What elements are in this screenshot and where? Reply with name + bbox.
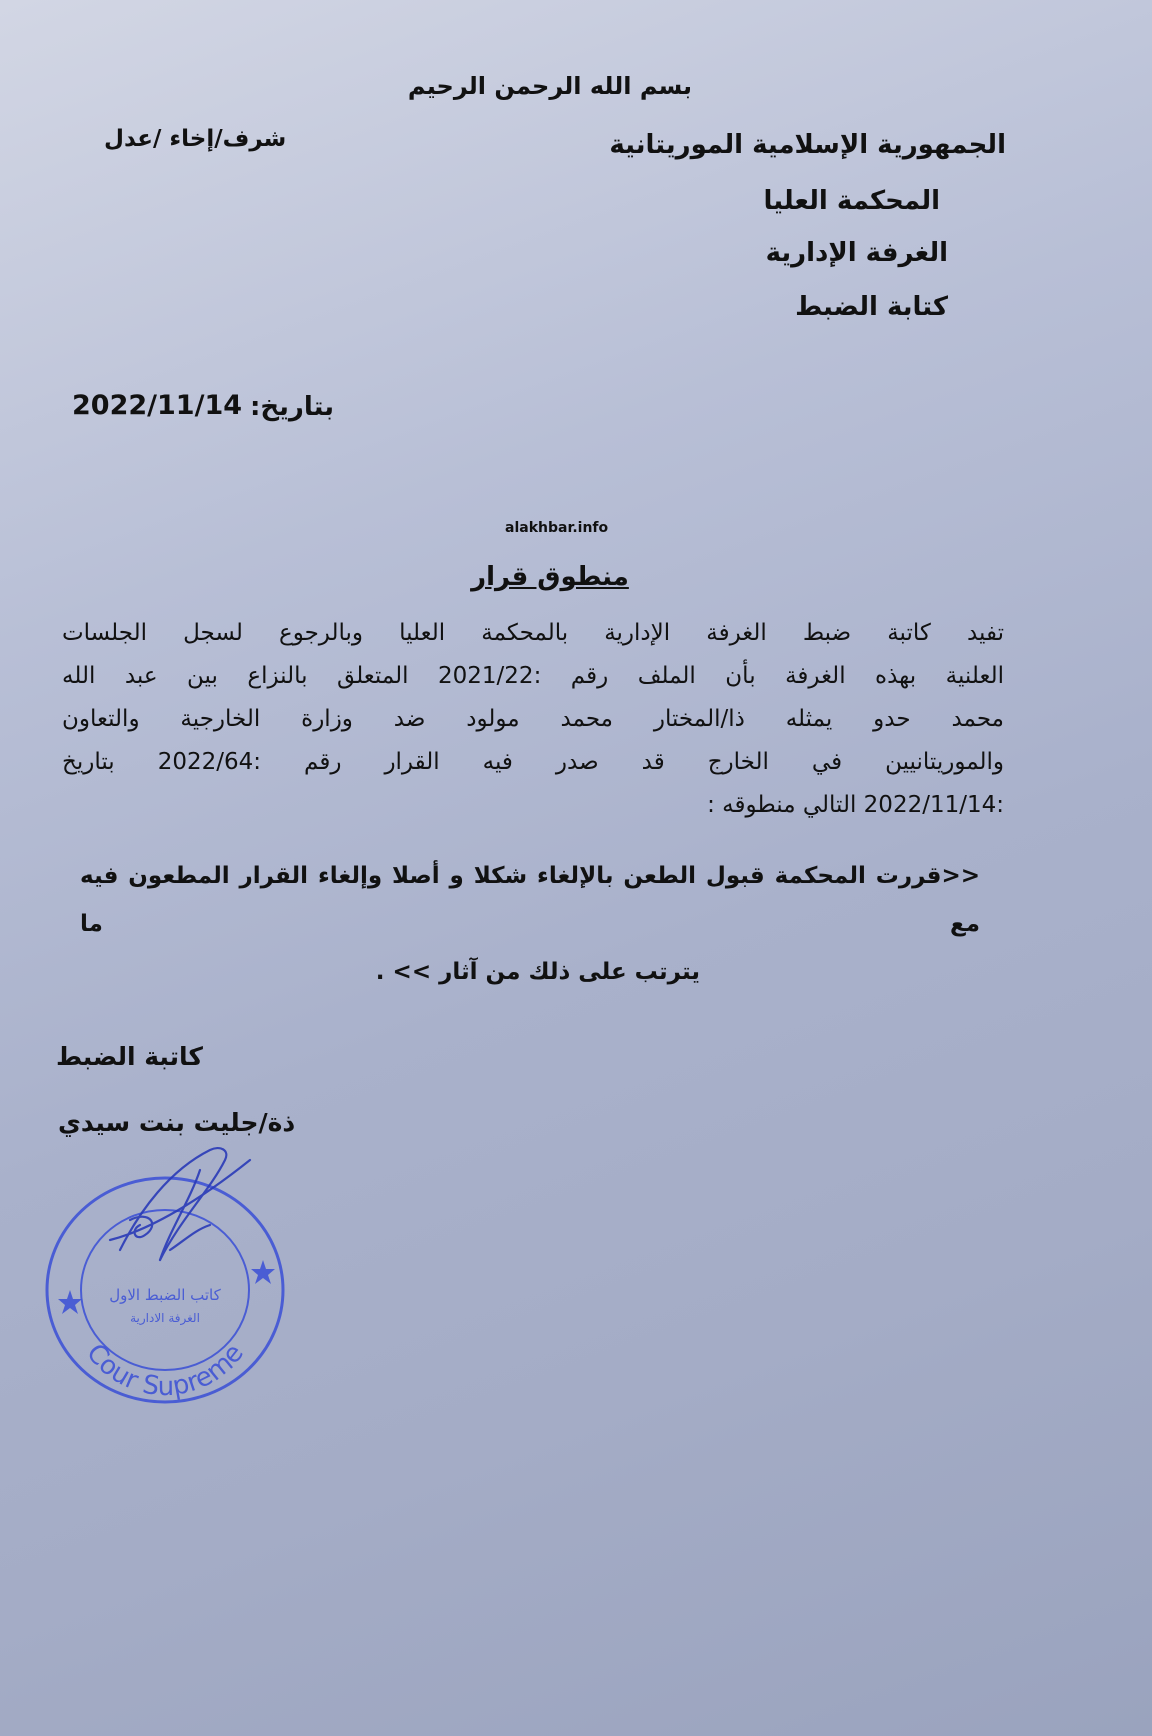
body-line: تفيد كاتبة ضبط الغرفة الإدارية بالمحكمة العليا وبالرجوع لسجل الجلسات bbox=[62, 620, 1004, 646]
signature-title: كاتبة الضبط bbox=[56, 1042, 203, 1071]
body-line: :2022/11/14 التالي منطوقه : bbox=[707, 792, 1004, 818]
ruling-line: <<قررت المحكمة قبول الطعن بالإلغاء شكلا و أصلا وإلغاء القرار المطعون فيه مع ما bbox=[80, 863, 980, 937]
ruling-text bbox=[80, 852, 980, 996]
decision-body bbox=[62, 612, 1004, 827]
basmala: بسم الله الرحمن الرحيم bbox=[407, 72, 693, 100]
chamber-heading: الغرفة الإدارية bbox=[765, 238, 948, 268]
stamp-text-top: كاتب الضبط الاول bbox=[109, 1286, 221, 1304]
ruling-line: يترتب على ذلك من آثار >> . bbox=[375, 959, 700, 985]
star-icon bbox=[58, 1290, 82, 1314]
date-value: 2022/11/14 bbox=[72, 390, 243, 421]
date-label: بتاريخ: bbox=[250, 392, 335, 422]
republic-heading: الجمهورية الإسلامية الموريتانية bbox=[609, 130, 1006, 160]
decision-title: منطوق قرار bbox=[471, 562, 629, 592]
handwritten-signature bbox=[100, 1130, 260, 1290]
court-heading: المحكمة العليا bbox=[763, 186, 940, 216]
watermark: alakhbar.info bbox=[505, 520, 609, 536]
body-line: والموريتانيين في الخارج قد صدر فيه القرار رقم :2022/64 بتاريخ bbox=[62, 749, 1005, 775]
body-line: العلنية بهذه الغرفة بأن الملف رقم :2021/22 المتعلق بالنزاع بين عبد الله bbox=[62, 663, 1004, 689]
registry-heading: كتابة الضبط bbox=[795, 292, 948, 322]
signatory-name: ذة/جليت بنت سيدي bbox=[58, 1108, 296, 1137]
stamp-text-bottom: Cour Supreme bbox=[80, 1338, 250, 1403]
national-motto: شرف/إخاء /عدل bbox=[104, 126, 287, 152]
stamp-text-mid: الغرفة الادارية bbox=[130, 1311, 200, 1325]
body-line: محمد حدو يمثله ذا/المختار محمد مولود ضد وزارة الخارجية والتعاون bbox=[62, 706, 1004, 732]
